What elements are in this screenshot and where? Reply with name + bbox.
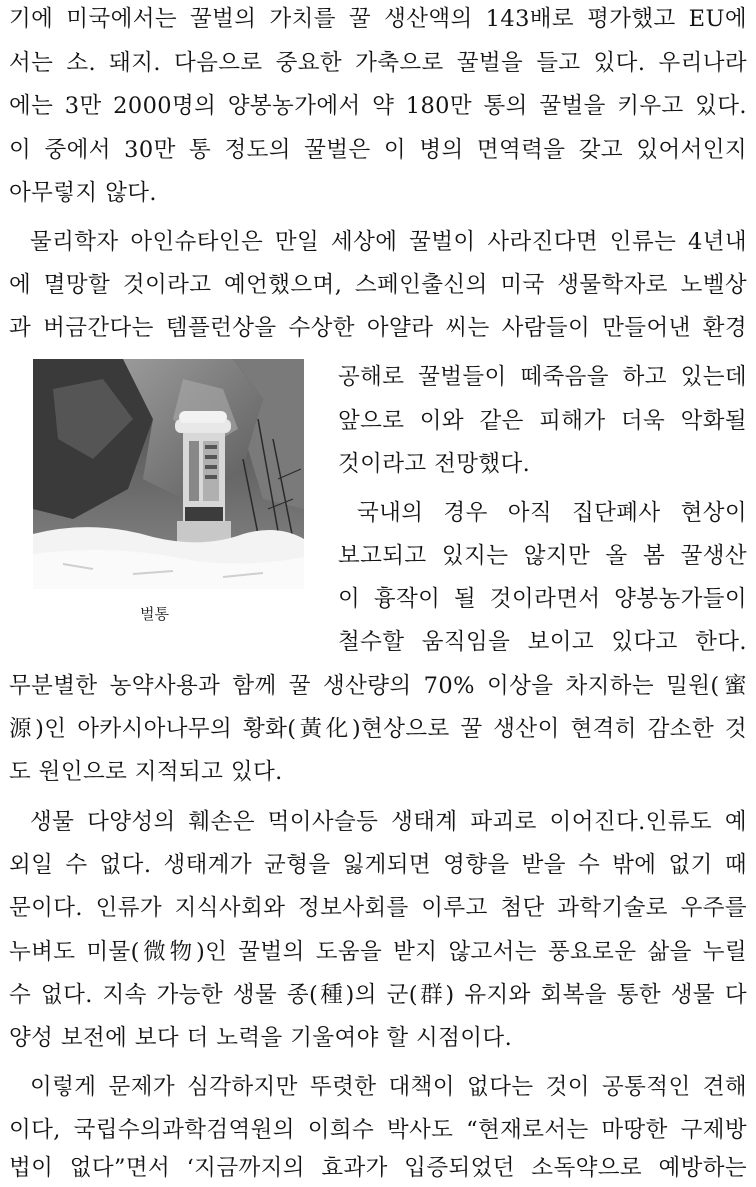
body-text-line: 과 버금간다는 템플런상을 수상한 아얄라 씨는 사람들이 만들어낸 환경 [9, 315, 747, 341]
figure-caption: 벌통 [140, 605, 169, 623]
body-text-line: 이렇게 문제가 심각하지만 뚜렷한 대책이 없다는 것이 공통적인 견해 [30, 1074, 747, 1100]
body-text-line: 源)인 아카시아나무의 황화(黃化)현상으로 꿀 생산이 현격히 감소한 것 [9, 716, 747, 742]
body-text-line: 생물 다양성의 훼손은 먹이사슬등 생태계 파괴로 이어진다.인류도 예 [30, 809, 747, 835]
body-text-line: 문이다. 인류가 지식사회와 정보사회를 이루고 첨단 과학기술로 우주를 [9, 895, 747, 921]
body-text-line: 것이라고 전망했다. [338, 451, 531, 477]
body-text-line: 누벼도 미물(微物)인 꿀벌의 도움을 받지 않고서는 풍요로운 삶을 누릴 [9, 939, 747, 965]
body-text-line: 철수할 움직임을 보이고 있다고 한다. [338, 629, 747, 655]
body-text-line: 수 없다. 지속 가능한 생물 종(種)의 군(群) 유지와 회복을 통한 생물 다 [9, 982, 747, 1008]
body-text-line: 무분별한 농약사용과 함께 꿀 생산량의 70% 이상을 차지하는 밀원(蜜 [9, 673, 747, 699]
body-text-line: 보고되고 있지는 않지만 올 봄 꿀생산 [338, 543, 747, 569]
body-text-line: 법이 없다”면서 ‘지금까지의 효과가 입증되었던 소독약으로 예방하는 [9, 1155, 747, 1181]
body-text-line: 이 흉작이 될 것이라면서 양봉농가들이 [338, 586, 747, 612]
body-text-line: 국내의 경우 아직 집단폐사 현상이 [357, 500, 747, 526]
body-text-line: 에는 3만 2000명의 양봉농가에서 약 180만 통의 꿀벌을 키우고 있다. [9, 93, 747, 119]
body-text-line: 이 중에서 30만 통 정도의 꿀벌은 이 병의 면역력을 갖고 있어서인지 [9, 137, 747, 163]
body-text-line: 이다, 국립수의과학검역원의 이희수 박사도 “현재로서는 마땅한 구제방 [9, 1117, 747, 1143]
body-text-line: 양성 보전에 보다 더 노력을 기울여야 할 시점이다. [9, 1025, 513, 1051]
body-text-line: 에 멸망할 것이라고 예언했으며, 스페인출신의 미국 생물학자로 노벨상 [9, 272, 747, 298]
body-text-line: 아무렇지 않다. [9, 180, 157, 206]
body-text-line: 물리학자 아인슈타인은 만일 세상에 꿀벌이 사라진다면 인류는 4년내 [30, 229, 747, 255]
body-text-line: 외일 수 없다. 생태계가 균형을 잃게되면 영향을 받을 수 밖에 없기 때 [9, 852, 747, 878]
body-text-line: 도 원인으로 지적되고 있다. [9, 759, 283, 785]
beehive-photo [33, 359, 304, 589]
body-text-line: 앞으로 이와 같은 피해가 더욱 악화될 [338, 408, 747, 434]
snow-covered-beehive-image [33, 359, 304, 589]
body-text-line: 서는 소. 돼지. 다음으로 중요한 가축으로 꿀벌을 들고 있다. 우리나라 [9, 50, 747, 76]
body-text-line: 공해로 꿀벌들이 떼죽음을 하고 있는데 [338, 364, 747, 390]
body-text-line: 기에 미국에서는 꿀벌의 가치를 꿀 생산액의 143배로 평가했고 EU에 [9, 6, 747, 32]
